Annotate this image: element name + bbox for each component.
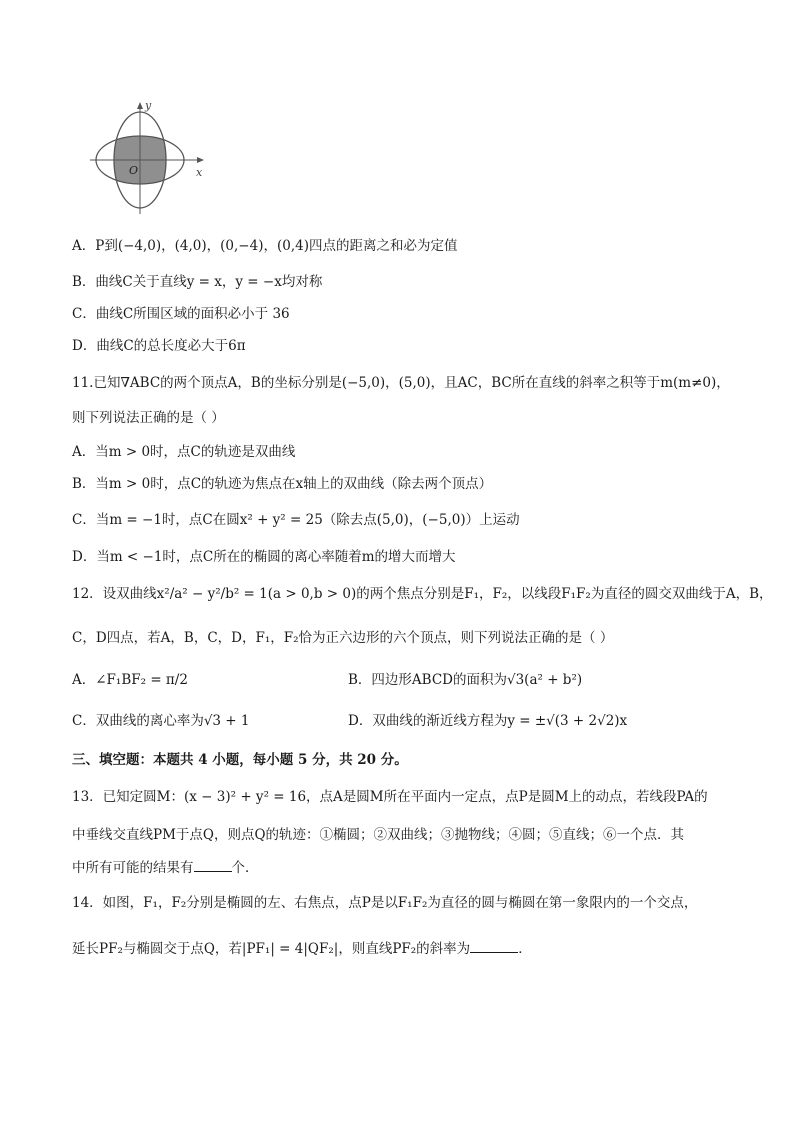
x-axis-label: x — [196, 166, 203, 179]
q12-stem-line2: C，D四点，若A，B，C，D，F₁，F₂恰为正六边形的六个顶点，则下列说法正确的是（ ） — [72, 630, 614, 646]
q10-option-a: A．P到(−4,0)，(4,0)，(0,−4)，(0,4)四点的距离之和必为定值 — [72, 238, 458, 254]
q13-line3 — [72, 857, 259, 878]
y-axis-label: y — [145, 99, 152, 112]
q11-option-b: B．当m > 0时，点C的轨迹为焦点在x轴上的双曲线（除去两个顶点） — [72, 476, 493, 492]
q10-option-b: B．曲线C关于直线y = x，y = −x均对称 — [72, 274, 323, 290]
q11-option-d: D．当m < −1时，点C所在的椭圆的离心率随着m的增大而增大 — [72, 549, 456, 565]
q13-line3-text: 中所有可能的结果有 — [72, 860, 194, 876]
q14-line2 — [72, 938, 532, 959]
q11-option-a: A．当m > 0时，点C的轨迹是双曲线 — [72, 444, 296, 460]
q13-line3-tail: 个． — [231, 860, 259, 876]
y-axis-arrow — [137, 102, 143, 109]
q11-stem-line2: 则下列说法正确的是（ ） — [72, 410, 225, 426]
q11-option-c: C．当m = −1时，点C在圆x² + y² = 25（除去点(5,0)，(−5,0)）上运动 — [72, 512, 520, 528]
q10-option-c: C．曲线C所围区域的面积必小于 36 — [72, 306, 290, 322]
q12-stem-line1: 12．设双曲线x²/a² − y²/b² = 1(a > 0,b > 0)的两个焦点分别是F₁，F₂，以线段F₁F₂为直径的圆交双曲线于A，B， — [72, 586, 773, 602]
q10-option-d: D．曲线C的总长度必大于6π — [72, 338, 246, 354]
q14-line2-tail: ． — [518, 941, 532, 957]
q12-option-a: A．∠F₁BF₂ = π/2 — [72, 672, 188, 688]
q14-answer-blank[interactable] — [470, 938, 518, 953]
origin-label: O — [129, 164, 139, 177]
q14-line2-text: 延长PF₂与椭圆交于点Q，若|PF₁| = 4|QF₂|，则直线PF₂的斜率为 — [72, 941, 471, 957]
ellipses-figure — [88, 98, 218, 218]
section-three-heading: 三、填空题：本题共 4 小题，每小题 5 分，共 20 分。 — [72, 752, 408, 768]
q12-option-c: C．双曲线的离心率为√3 + 1 — [72, 713, 250, 729]
q12-option-d: D．双曲线的渐近线方程为y = ±√(3 + 2√2)x — [348, 713, 628, 729]
q11-stem-line1: 11.已知∇ABC的两个顶点A，B的坐标分别是(−5,0)，(5,0)，且AC，BC所在直线的斜率之积等于m(m≠0)， — [72, 375, 730, 391]
q14-line1: 14．如图，F₁，F₂分别是椭圆的左、右焦点，点P是以F₁F₂为直径的圆与椭圆在第一象限内的一个交点， — [72, 895, 698, 911]
q12-option-b: B．四边形ABCD的面积为√3(a² + b²) — [348, 672, 583, 688]
q13-answer-blank[interactable] — [194, 857, 232, 872]
x-axis-arrow — [197, 157, 204, 163]
q13-line1: 13．已知定圆M：(x − 3)² + y² = 16，点A是圆M所在平面内一定点，点P是圆M上的动点，若线段PA的 — [72, 789, 708, 805]
q13-line2: 中垂线交直线PM于点Q，则点Q的轨迹：①椭圆；②双曲线；③抛物线；④圆；⑤直线；⑥一个点．其 — [72, 827, 685, 843]
